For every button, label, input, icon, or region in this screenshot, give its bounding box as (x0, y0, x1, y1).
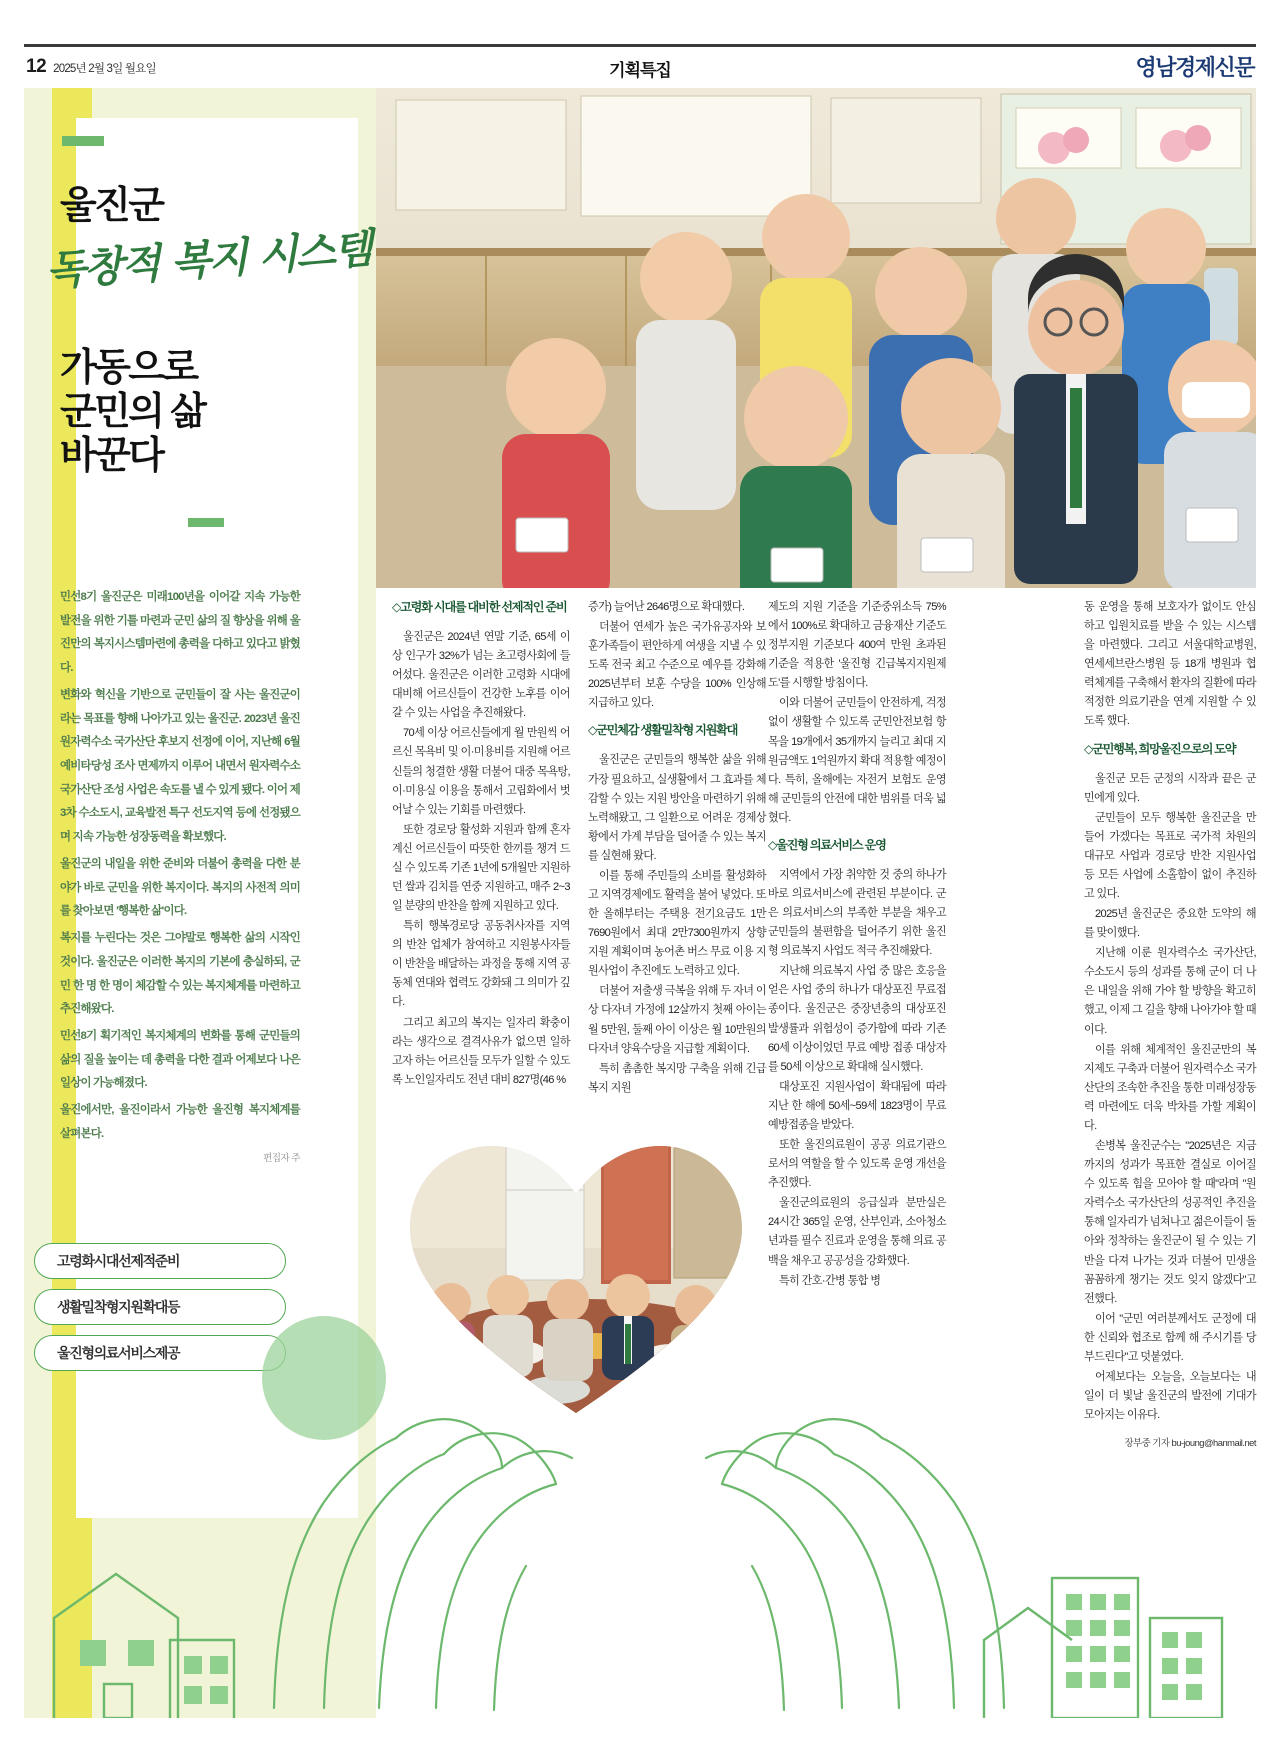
article-column-1 (392, 598, 570, 1091)
article-column-4 (1084, 598, 1256, 1449)
article-paragraph: 손병복 울진군수는 "2025년은 지금까지의 성과가 목표한 결실로 이어질 수 있도록 힘을 모아야 할 때"라며 "원자력수소 국가산단의 성공적인 추진을 통해 일자리가 넘쳐나고 젊은이들이 돌아와 정착하는 울진군이 될 수 있는 기반을 다져 나가는 것과 더불어 민생을 꼼꼼하게 챙기는 것도 잊지 않겠다"고 전했다. (1084, 1140, 1256, 1305)
heart-photo-illustration (396, 1128, 756, 1418)
article-paragraph: 울진군은 2024년 연말 기준, 65세 이상 인구가 32%가 넘는 초고령사회에 들어섰다. 울진군은 이러한 고령화 시대에 대비해 어르신들이 건강한 노후를 이어갈 수 있는 사업을 추진해왔다. (392, 631, 570, 720)
green-dash-decoration (62, 136, 104, 146)
headline-script-line: 독창적 복지 시스템 (44, 224, 373, 295)
headline-line-4: 바꾼다 (60, 435, 163, 478)
headline-rest-block (60, 346, 204, 478)
feature-panel (24, 88, 376, 1718)
feature-tag-1[interactable] (34, 1243, 286, 1279)
lead-paragraph: 울진군의 내일을 위한 준비와 더불어 총력을 다한 분야가 바로 군민을 위한 복지이다. 복지의 사전적 의미를 찾아보면 '행복한 삶'이다. (60, 857, 300, 918)
article-paragraph: 또한 울진의료원이 공공 의료기관으로서의 역할을 할 수 있도록 운영 개선을 추진했다. (768, 1139, 946, 1190)
article-paragraph: 이와 더불어 군민들이 안전하게, 걱정 없이 생활할 수 있도록 군민안전보험 항목을 19개에서 35개까지 늘리고 최대 지원금액도 1억원까지 확대 적용할 예정이다. 특히, 올해에는 자전거 보험도 운영해 군민들의 안전에 대한 범위를 더욱 넓혔다. (768, 697, 946, 824)
masthead (24, 44, 1256, 84)
article-paragraph: 어제보다는 오늘을, 오늘보다는 내일이 더 빛날 울진군의 발전에 기대가 모아지는 이유다. (1084, 1370, 1256, 1422)
paper-masthead-logo: 영남경제신문 (1135, 55, 1254, 80)
section-title: 기획특집 (609, 61, 671, 80)
subheading-2: ◇군민체감 생활밀착형 지원확대 (588, 723, 738, 738)
headline-line-2: 가동으로 (60, 347, 197, 389)
article-paragraph: 대상포진 지원사업이 확대됨에 따라 지난 한 해에 50세~59세 1823명이 무료예방접종을 받았다. (768, 1080, 946, 1131)
article-paragraph: 제도의 지원 기준을 기준중위소득 75%에서 100%로 확대하고 금융재산 기준도 정부지원 기준보다 400여 만원 초과된 기준을 적용한 '울진형 긴급복지지원제도'를 시행할 방침이다. (768, 601, 946, 690)
article-paragraph: 2025년 울진군은 중요한 도약의 해를 맞이했다. (1084, 908, 1256, 940)
lead-paragraph: 복지를 누린다는 것은 그야말로 행복한 삶의 시작인 것이다. 울진군은 이러한 복지의 기본에 충실하되, 군민 한 명 한 명이 체감할 수 있는 복지체계를 마련하고 추진해왔다. (60, 932, 300, 1016)
headline-line-3: 군민의 삶 (60, 391, 205, 434)
article-paragraph: 이어 "군민 여러분께서도 군정에 대한 신뢰와 협조로 함께 해 주시기를 당부드린다"고 덧붙였다. (1084, 1312, 1256, 1363)
article-paragraph: 울진군 모든 군정의 시작과 끝은 군민에게 있다. (1084, 772, 1256, 804)
green-dash-decoration-2 (188, 518, 224, 527)
article-paragraph: 지역에서 가장 취약한 것 중의 하나가 바로 의료서비스에 관련된 부분이다. 군은 의료서비스의 부족한 부분을 채우고 군민들의 불편함을 덜어주기 위한 울진형 의료복지 사업도 적극 추진해왔다. (768, 868, 946, 958)
article-paragraph: 더불어 저출생 극복을 위해 두 자녀 이상 다자녀 가정에 12살까지 첫째 아이는 월 5만원, 둘째 아이 이상은 월 10만원의 다자녀 양육수당을 지급할 계획이다. (588, 985, 766, 1055)
lead-paragraph: 변화와 혁신을 기반으로 군민들이 잘 사는 울진군이라는 목표를 향해 나아가고 있는 울진군. 2023년 울진 원자력수소 국가산단 후보지 선정에 이어, 지난해 6월 예비타당성 조사 면제까지 이루어 내면서 원자력수소 국가산단 조성 사업은 속도를 낼 수 있게 됐다. 이어 제3차 수소도시, 교육발전 특구 선도지역 등에 선정됐으며 지속 가능한 성장동력을 확보했다. (60, 688, 300, 844)
lead-text-block (60, 586, 300, 1164)
feature-tag-label: 생활밀착형지원확대등 (57, 1299, 180, 1315)
reporter-byline: 장부중 기자 bu-joung@hanmail.net (1124, 1437, 1256, 1449)
lead-paragraph: 울진에서만, 울진이라서 가능한 울진형 복지체계를 살펴본다. (60, 1104, 300, 1140)
article-paragraph: 70세 이상 어르신들에게 월 만원씩 어르신 목욕비 및 이·미용비를 지원해 어르신들의 청결한 생활 더불어 대중 목욕탕, 이·미용실 이용을 통해서 고립화에서 벗어날 수 있는 기회를 마련했다. (392, 727, 570, 816)
article-paragraph: 그리고 최고의 복지는 일자리 확충이라는 생각으로 결격사유가 없으면 일하고자 하는 어르신들 모두가 일할 수 있도록 노인일자리도 전년 대비 827명(46 % (392, 1016, 570, 1086)
article-paragraph: 증가) 늘어난 2646명으로 확대했다. (588, 601, 745, 613)
page-number: 12 (26, 56, 47, 77)
lead-paragraph: 민선8기 획기적인 복지체계의 변화를 통해 군민들의 삶의 질을 높이는 데 총력을 다한 결과 어제보다 나은 일상이 가능해졌다. (60, 1029, 300, 1090)
subheading-1: ◇고령화 시대를 대비한 선제적인 준비 (392, 600, 567, 614)
article-paragraph: 특히 행복경로당 공동취사자를 지역의 반찬 업체가 참여하고 지원봉사자들이 반찬을 배달하는 과정을 통해 지역 공동체 연대와 협력도 강화돼 그 의미가 깊다. (392, 920, 570, 1009)
top-photo-illustration (376, 88, 1256, 588)
article-paragraph: 이를 통해 주민들의 소비를 활성화하고 지역경제에도 활력을 불어 넣었다. 또한 올해부터는 주택용 전기요금도 1만 7690원에서 최대 2만7300원까지 상향 지원 계획이며 농어촌 버스 무료 이용 지원사업이 추진에도 노력하고 있다. (588, 869, 766, 978)
article-paragraph: 지난해 의료복지 사업 중 많은 호응을 얻은 사업 중의 하나가 대상포진 무료접종이다. 울진군은 중장년층의 대상포진 발생률과 위험성이 증가함에 따라 기존 60세 이상이었던 무료 예방 접종 대상자를 50세 이상으로 확대해 실시했다. (768, 965, 946, 1073)
article-paragraph: 울진군의료원의 응급실과 분만실은 24시간 365일 운영, 산부인과, 소아청소년과를 필수 진료과 운영을 통해 의료 공백을 채우고 공공성을 강화했다. (768, 1197, 946, 1267)
heart-photo (396, 1128, 756, 1418)
article-paragraph: 또한 경로당 활성화 지원과 함께 혼자 계신 어르신들이 따뜻한 한끼를 챙겨 드실 수 있도록 기존 1년에 5개월만 지원하던 쌀과 김치를 연중 지원하고, 매주 2~3일 분량의 반찬을 함께 지원하고 있다. (392, 823, 570, 913)
article-column-3 (768, 598, 946, 1292)
article-paragraph: 이를 위해 체계적인 울진군만의 복지제도 구축과 더불어 원자력수소 국가산단의 조속한 추진을 통한 미래성장동력 마련에도 더욱 박차를 가할 계획이다. (1084, 1043, 1256, 1132)
article-paragraph: 군민들이 모두 행복한 울진군을 만들어 가겠다는 목표로 국가적 차원의 대규모 사업과 경로당 반찬 지원사업 등 모든 사업에 소홀함이 없이 추진하고 있다. (1084, 811, 1256, 901)
article-paragraph: 특히 간호·간병 통합 병 (779, 1274, 881, 1287)
article-column-2 (588, 598, 766, 1099)
top-group-photo (376, 88, 1256, 588)
publication-date: 2025년 2월 3일 월요일 (53, 63, 156, 75)
headline-line-1: 울진군 (60, 185, 163, 227)
article-paragraph: 지난해 이룬 원자력수소 국가산단, 수소도시 등의 성과를 통해 군이 더 나은 내일을 위해 가야 할 방향을 확고히 했고, 이제 그 길을 향해 나아가야 할 때이다. (1084, 947, 1256, 1036)
feature-tag-list (34, 1243, 314, 1381)
feature-tag-2[interactable] (34, 1289, 286, 1325)
article-paragraph: 울진군은 군민들의 행복한 삶을 위해 가장 필요하고, 실생활에서 그 효과를 체감할 수 있는 지원 방안을 마련하기 위해 노력해왔고, 그 일환으로 어려운 경제상황에서 가계 부담을 덜어줄 수 있는 복지를 실현해 왔다. (588, 754, 766, 862)
subheading-4: ◇군민행복, 희망울진으로의 도약 (1084, 741, 1236, 756)
lead-paragraph: 민선8기 울진군은 미래100년을 이어갈 지속 가능한 발전을 위한 기틀 마련과 군민 삶의 질 향상을 위해 울진만의 복지시스템마련에 총력을 다하고 있다고 밝혔다. (60, 591, 300, 675)
article-paragraph: 더불어 연세가 높은 국가유공자와 보훈가족들이 편안하게 여생을 지낼 수 있도록 전국 최고 수준으로 예우를 강화해 2025년부터 보훈 수당을 100% 인상해 지급하고 있다. (588, 621, 766, 710)
page-content (24, 88, 1256, 1718)
subheading-3: ◇울진형 의료서비스 운영 (768, 837, 886, 852)
feature-tag-label: 고령화시대선제적준비 (57, 1253, 180, 1269)
article-paragraph: 특히 촘촘한 복지망 구축을 위해 긴급복지 지원 (588, 1062, 766, 1094)
feature-tag-label: 울진형의료서비스제공 (57, 1345, 180, 1361)
editor-credit: 편집자 주 (263, 1152, 300, 1164)
feature-tag-3[interactable] (34, 1335, 286, 1371)
article-paragraph: 동 운영을 통해 보호자가 없이도 안심하고 입원치료를 받을 수 있는 시스템을 마련했다. 그리고 서울대학교병원, 연세세브란스병원 등 18개 병원과 협력체계를 구축해서 환자의 질환에 따라 적정한 의료기관을 연계 지원할 수 있도록 했다. (1084, 601, 1256, 728)
